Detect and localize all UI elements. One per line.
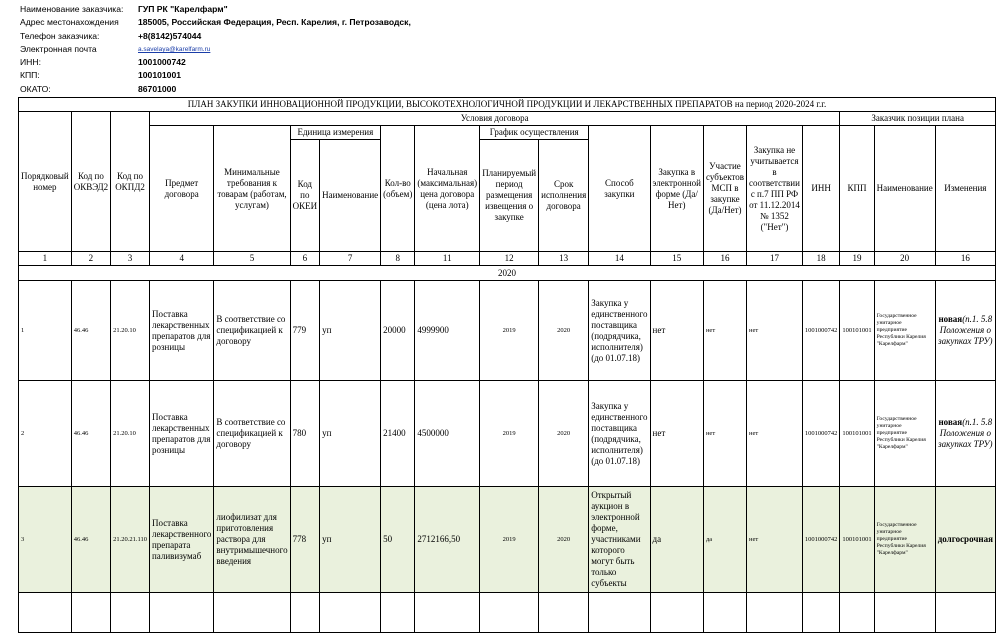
column-numbers-row — [19, 252, 996, 266]
col-header-no: Порядковый номер — [19, 112, 72, 252]
column-number: 14 — [589, 252, 650, 266]
cell-okei: 780 — [290, 381, 320, 487]
address-label: Адрес местонахождения — [20, 17, 119, 28]
change-note: (п.1. 5.8 Положения о закупках ТРУ) — [938, 417, 993, 449]
cell-term: 2020 — [539, 487, 589, 593]
column-number: 16 — [935, 252, 995, 266]
column-number: 17 — [747, 252, 803, 266]
inn-label: ИНН: — [20, 57, 41, 68]
customer-name-label: Наименование заказчика: — [20, 4, 124, 14]
cell-okpd: 21.20.21.110 — [111, 487, 150, 593]
empty-cell — [650, 593, 703, 633]
cell-okved: 46.46 — [71, 487, 110, 593]
cell-electronic: нет — [650, 381, 703, 487]
cell-term: 2020 — [539, 381, 589, 487]
cell-no: 1 — [19, 281, 72, 381]
cell-method: Открытый аукцион в электронной форме, участниками которого могут быть только субъекты — [589, 487, 650, 593]
column-number: 4 — [149, 252, 213, 266]
cell-customer: Государственное унитарное предприятие Республики Карелия "Карелфарм" — [874, 281, 935, 381]
document-header — [20, 3, 411, 96]
customer-name-value: ГУП РК "Карелфарм" — [138, 4, 228, 14]
cell-subject: Поставка лекарственных препаратов для розницы — [149, 381, 213, 487]
cell-requirements: В соответствие со спецификацией к договору — [214, 281, 290, 381]
okato-label: ОКАТО: — [20, 83, 51, 94]
change-status: долгосрочная — [937, 534, 993, 544]
kpp-row — [20, 69, 411, 82]
table-row-partial — [19, 593, 996, 633]
cell-requirements: лиофилизат для приготовления раствора для внутримышечного введения — [214, 487, 290, 593]
cell-no: 2 — [19, 381, 72, 487]
empty-cell — [214, 593, 290, 633]
empty-cell — [747, 593, 803, 633]
phone-row — [20, 30, 411, 43]
cell-kpp: 100101001 — [840, 281, 874, 381]
cell-changes — [935, 487, 995, 593]
cell-okved: 46.46 — [71, 281, 110, 381]
col-header-term: Срок исполнения договора — [539, 140, 589, 252]
customer-name-row — [20, 3, 411, 16]
cell-smb: нет — [703, 281, 746, 381]
col-header-excluded: Закупка не учитывается в соответствии с п.7 ПП РФ от 11.12.2014 № 1352 ("Нет") — [747, 126, 803, 252]
phone-value: +8(8142)574044 — [138, 30, 202, 41]
column-number: 6 — [290, 252, 320, 266]
col-header-customer-name: Наименование — [874, 126, 935, 252]
change-note: (п.1. 5.8 Положения о закупках ТРУ) — [938, 314, 993, 346]
procurement-plan-table — [18, 97, 996, 633]
cell-changes — [935, 281, 995, 381]
cell-method: Закупка у единственного поставщика (подрядчика, исполнителя) (до 01.07.18) — [589, 281, 650, 381]
column-number: 19 — [840, 252, 874, 266]
cell-smb: нет — [703, 381, 746, 487]
column-number: 15 — [650, 252, 703, 266]
cell-excluded: нет — [747, 281, 803, 381]
cell-no: 3 — [19, 487, 72, 593]
cell-inn: 1001000742 — [802, 487, 840, 593]
cell-okei: 779 — [290, 281, 320, 381]
column-number: 7 — [320, 252, 381, 266]
empty-cell — [840, 593, 874, 633]
cell-smb: да — [703, 487, 746, 593]
cell-excluded: нет — [747, 381, 803, 487]
cell-term: 2020 — [539, 281, 589, 381]
empty-cell — [539, 593, 589, 633]
col-header-smb: Участие субъектов МСП в закупке (Да/Нет) — [703, 126, 746, 252]
address-value: 185005, Российская Федерация, Респ. Карелия, г. Петрозаводск, — [138, 17, 411, 28]
okato-value: 86701000 — [138, 83, 177, 94]
cell-customer: Государственное унитарное предприятие Республики Карелия "Карелфарм" — [874, 487, 935, 593]
change-status: новая — [938, 314, 963, 324]
group-header-unit: Единица измерения — [290, 126, 381, 140]
empty-cell — [111, 593, 150, 633]
empty-cell — [19, 593, 72, 633]
cell-excluded: нет — [747, 487, 803, 593]
cell-method: Закупка у единственного поставщика (подрядчика, исполнителя) (до 01.07.18) — [589, 381, 650, 487]
col-header-okei: Код по ОКЕИ — [290, 140, 320, 252]
col-header-okved: Код по ОКВЭД2 — [71, 112, 110, 252]
table-row — [19, 281, 996, 381]
group-header-customer: Заказчик позиции плана — [840, 112, 996, 126]
cell-electronic: нет — [650, 281, 703, 381]
empty-cell — [935, 593, 995, 633]
empty-cell — [703, 593, 746, 633]
empty-cell — [589, 593, 650, 633]
cell-planned: 2019 — [480, 281, 539, 381]
email-link[interactable]: a.savelaya@karelfarm.ru — [138, 45, 211, 53]
year-label: 2020 — [19, 266, 996, 281]
cell-customer: Государственное унитарное предприятие Республики Карелия "Карелфарм" — [874, 381, 935, 487]
inn-value: 1001000742 — [138, 57, 186, 68]
col-header-planned: Планируемый период размещения извещения о закупке — [480, 140, 539, 252]
group-header-schedule: График осуществления — [480, 126, 589, 140]
column-number: 8 — [381, 252, 415, 266]
cell-electronic: да — [650, 487, 703, 593]
cell-qty: 20000 — [381, 281, 415, 381]
okato-row — [20, 83, 411, 96]
cell-okei: 778 — [290, 487, 320, 593]
column-number: 18 — [802, 252, 840, 266]
table-title: ПЛАН ЗАКУПКИ ИННОВАЦИОННОЙ ПРОДУКЦИИ, ВЫСОКОТЕХНОЛОГИЧНОЙ ПРОДУКЦИИ И ЛЕКАРСТВЕННЫХ ПРЕПАРАТОВ на период 2020-2024 г.г. — [19, 98, 996, 112]
cell-inn: 1001000742 — [802, 381, 840, 487]
column-number: 5 — [214, 252, 290, 266]
col-header-unit-name: Наименование — [320, 140, 381, 252]
cell-qty: 50 — [381, 487, 415, 593]
cell-price: 2712166,50 — [415, 487, 480, 593]
col-header-inn: ИНН — [802, 126, 840, 252]
empty-cell — [71, 593, 110, 633]
col-header-subject: Предмет договора — [149, 126, 213, 252]
column-number: 11 — [415, 252, 480, 266]
column-number: 16 — [703, 252, 746, 266]
col-header-qty: Кол-во (объем) — [381, 126, 415, 252]
cell-kpp: 100101001 — [840, 381, 874, 487]
empty-cell — [480, 593, 539, 633]
address-row — [20, 16, 411, 29]
empty-cell — [415, 593, 480, 633]
empty-cell — [290, 593, 320, 633]
cell-okpd: 21.20.10 — [111, 381, 150, 487]
column-number: 2 — [71, 252, 110, 266]
group-header-contract: Условия договора — [149, 112, 839, 126]
col-header-electronic: Закупка в электронной форме (Да/Нет) — [650, 126, 703, 252]
table-row — [19, 487, 996, 593]
cell-unit: уп — [320, 281, 381, 381]
table-row — [19, 381, 996, 487]
col-header-kpp: КПП — [840, 126, 874, 252]
cell-subject: Поставка лекарственных препаратов для розницы — [149, 281, 213, 381]
inn-row — [20, 56, 411, 69]
col-header-requirements: Минимальные требования к товарам (работам, услугам) — [214, 126, 290, 252]
change-status: новая — [938, 417, 963, 427]
empty-cell — [149, 593, 213, 633]
email-row — [20, 43, 411, 56]
column-number: 3 — [111, 252, 150, 266]
empty-cell — [874, 593, 935, 633]
empty-cell — [802, 593, 840, 633]
cell-planned: 2019 — [480, 381, 539, 487]
column-number: 1 — [19, 252, 72, 266]
phone-label: Телефон заказчика: — [20, 30, 100, 41]
column-number: 20 — [874, 252, 935, 266]
empty-cell — [381, 593, 415, 633]
cell-unit: уп — [320, 487, 381, 593]
cell-qty: 21400 — [381, 381, 415, 487]
cell-requirements: В соответствие со спецификацией к договору — [214, 381, 290, 487]
column-number: 13 — [539, 252, 589, 266]
cell-planned: 2019 — [480, 487, 539, 593]
cell-subject: Поставка лекарственного препарата паливизумаб — [149, 487, 213, 593]
cell-unit: уп — [320, 381, 381, 487]
kpp-label: КПП: — [20, 70, 40, 81]
year-row — [19, 266, 996, 281]
column-number: 12 — [480, 252, 539, 266]
cell-kpp: 100101001 — [840, 487, 874, 593]
cell-okved: 46.46 — [71, 381, 110, 487]
kpp-value: 100101001 — [138, 70, 182, 81]
cell-changes — [935, 381, 995, 487]
col-header-okpd: Код по ОКПД2 — [111, 112, 150, 252]
cell-inn: 1001000742 — [802, 281, 840, 381]
col-header-price: Начальная (максимальная) цена договора (цена лота) — [415, 126, 480, 252]
cell-okpd: 21.20.10 — [111, 281, 150, 381]
empty-cell — [320, 593, 381, 633]
cell-price: 4999900 — [415, 281, 480, 381]
col-header-changes: Изменения — [935, 126, 995, 252]
cell-price: 4500000 — [415, 381, 480, 487]
col-header-method: Способ закупки — [589, 126, 650, 252]
email-label: Электронная почта — [20, 43, 97, 54]
